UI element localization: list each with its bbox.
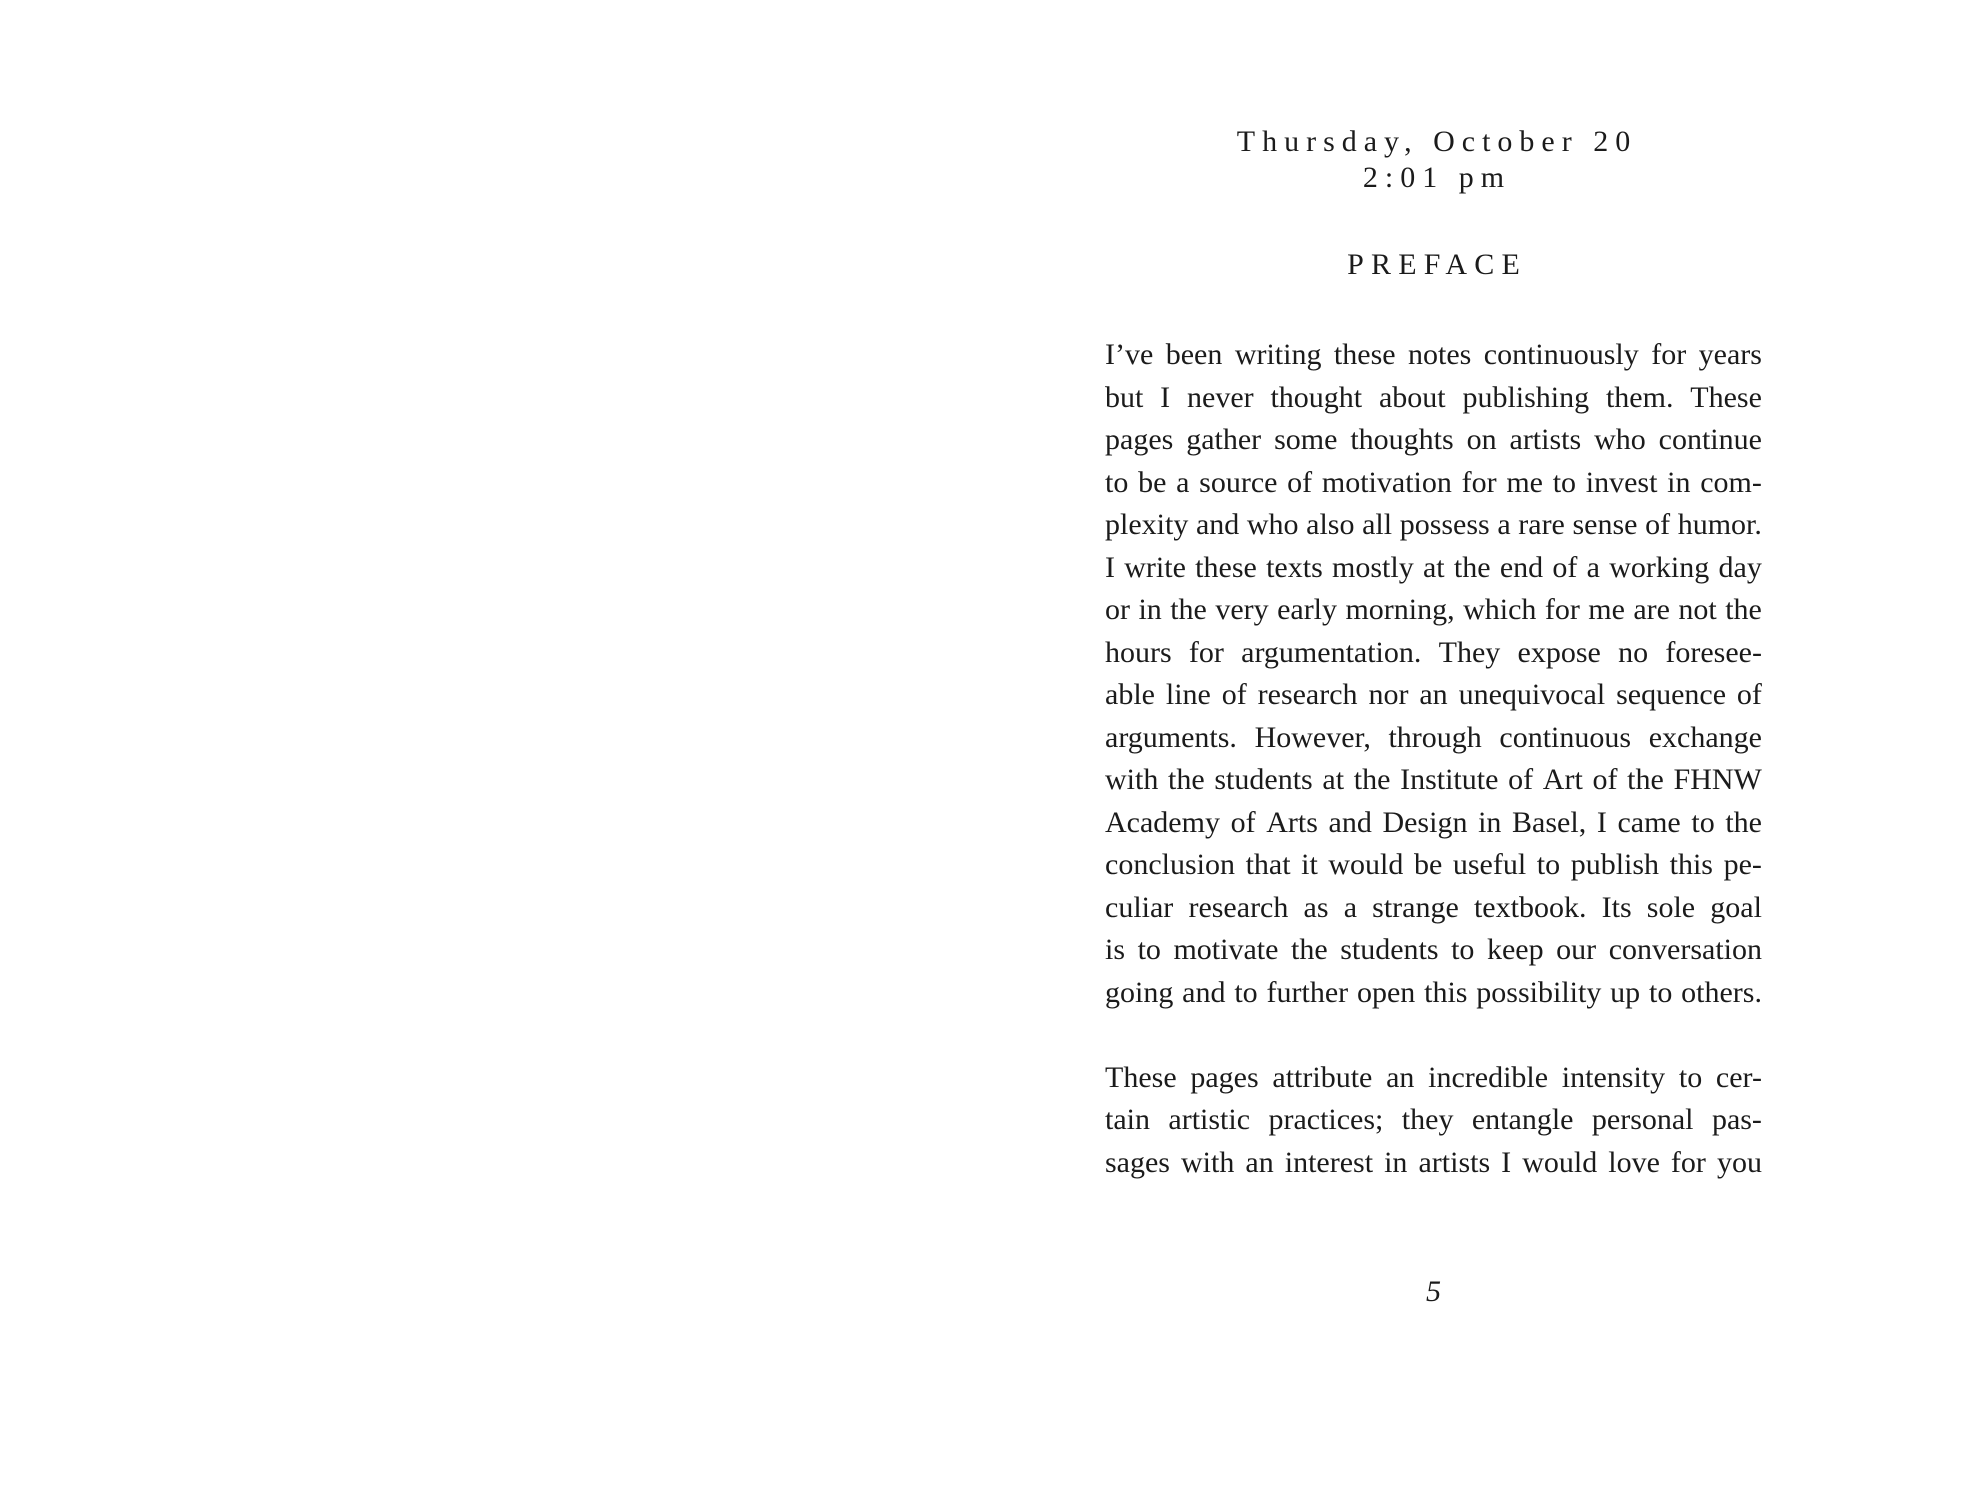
section-title: PREFACE — [1347, 248, 1528, 281]
text-line: or in the very early morning, which for me are not the — [1105, 593, 1762, 626]
text-line: tain artistic practices; they entangle personal pas- — [1105, 1103, 1762, 1136]
text-line: hours for argumentation. They expose no foresee- — [1105, 635, 1762, 669]
paragraph — [1105, 1057, 1762, 1185]
entry-time: 2:01 pm — [1362, 161, 1512, 194]
text-line: pages gather some thoughts on artists who continue — [1105, 423, 1762, 456]
text-line: Academy of Arts and Design in Basel, I came to the — [1105, 805, 1762, 839]
left-page-blank — [0, 0, 983, 1500]
entry-date: Thursday, October 20 — [1236, 125, 1638, 158]
text-line: conclusion that it would be useful to publish this pe- — [1105, 848, 1762, 881]
text-line: to be a source of motivation for me to invest in com- — [1105, 465, 1762, 499]
text-line: I’ve been writing these notes continuously for years — [1105, 338, 1762, 371]
body-text — [1105, 334, 1762, 1184]
text-line: culiar research as a strange textbook. Its sole goal — [1105, 890, 1762, 924]
text-line: is to motivate the students to keep our conversation — [1105, 933, 1762, 966]
text-line: arguments. However, through continuous exchange — [1105, 720, 1762, 754]
text-line: plexity and who also all possess a rare sense of humor. — [1105, 508, 1762, 541]
text-line: but I never thought about publishing them. These — [1105, 380, 1762, 414]
text-line: I write these texts mostly at the end of a working day — [1105, 550, 1762, 584]
text-line: These pages attribute an incredible intensity to cer- — [1105, 1060, 1762, 1094]
paragraph — [1105, 334, 1762, 1014]
text-line: with the students at the Institute of Art of the FHNW — [1105, 763, 1762, 796]
page-header — [1105, 124, 1762, 196]
text-line: sages with an interest in artists I would love for you — [1105, 1145, 1762, 1179]
text-line: able line of research nor an unequivocal sequence of — [1105, 678, 1762, 711]
right-page-text-column — [1105, 0, 1762, 1500]
text-line: going and to further open this possibility up to others. — [1105, 975, 1762, 1009]
page-number: 5 — [1426, 1275, 1441, 1308]
